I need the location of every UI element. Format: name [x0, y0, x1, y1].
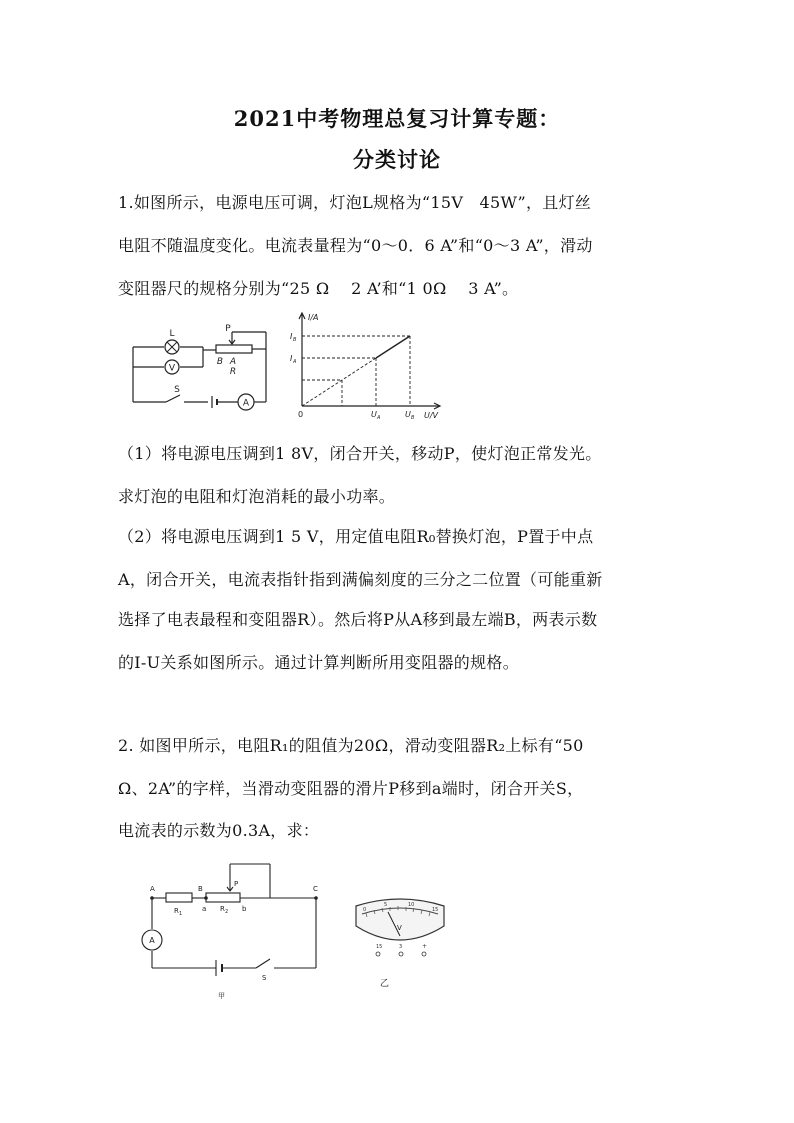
figure-caption-jia: 甲: [218, 992, 225, 1000]
r2-end-a-label: a: [202, 905, 207, 913]
node-a-label: A: [150, 885, 155, 893]
q2-text-line: 2. 如图甲所示，电阻R₁的阻值为20Ω，滑动变阻器R₂上标有“50: [118, 736, 584, 755]
graph-y-axis-label: I/A: [308, 313, 319, 322]
graph-ua-label: U: [371, 410, 377, 419]
graph-ia-subscript: A: [293, 359, 297, 365]
q1-part2-line: 选择了电表最程和变阻器R）。然后将P从A移到最左端B，两表示数: [118, 610, 598, 629]
terminal-plus-label: +: [422, 943, 428, 950]
terminal-15-icon: [376, 952, 380, 956]
q1-part2-line: 的I-U关系如图所示。通过计算判断所用变阻器的规格。: [118, 653, 520, 672]
page-subtitle: 分类讨论: [353, 147, 441, 172]
ammeter-icon: [238, 394, 254, 410]
graph-x-axis-label: U/V: [424, 411, 439, 420]
figure-caption-yi: 乙: [380, 979, 390, 989]
graph-ib-label: I: [290, 332, 293, 341]
node-c-label: C: [313, 885, 318, 893]
q1-part1-line: 求灯泡的电阻和灯泡消耗的最小功率。: [118, 487, 396, 506]
lamp-label: L: [169, 329, 175, 339]
graph-ib-subscript: B: [293, 337, 297, 343]
graph-origin-label: 0: [298, 410, 304, 419]
ammeter-icon: [142, 930, 162, 950]
q1-part2-line: A，闭合开关，电流表指针指到满偏刻度的三分之二位置（可能重新: [118, 570, 603, 589]
dial-scale-10: 10: [408, 902, 415, 908]
dial-unit-symbol: V: [397, 924, 402, 932]
lamp-icon: [165, 340, 179, 354]
q2-circuit-diagram: [138, 856, 328, 1004]
q1-text-line: 变阻器尺的规格分别为“25 Ω 2 A’和“1 0Ω 3 A”。: [118, 279, 519, 298]
graph-ua-subscript: A: [377, 415, 381, 421]
q1-part2-line: （2）将电源电压调到1 5 V，用定值电阻R₀替换灯泡，P置于中点: [118, 527, 594, 546]
switch-label: S: [262, 974, 267, 982]
r2-label: R: [220, 905, 225, 913]
q1-text-line: 电阻不随温度变化。电流表量程为“0～0．6 A”和“0～3 A”，滑动: [118, 236, 593, 255]
voltmeter-icon: [165, 360, 179, 374]
terminal-3-label: 3: [399, 944, 403, 950]
r2-end-b-label: b: [242, 905, 247, 913]
terminal-3-icon: [399, 952, 403, 956]
slider-label: P: [234, 880, 239, 888]
ammeter-label: A: [149, 936, 155, 945]
terminal-15-label: 15: [376, 944, 383, 950]
slider-label: P: [225, 324, 231, 334]
graph-ub-subscript: B: [411, 415, 415, 421]
r1-label: R: [174, 907, 179, 915]
r2-subscript: 2: [225, 909, 229, 915]
q2-voltmeter-dial: [352, 896, 448, 992]
q1-iu-graph: [290, 308, 450, 423]
page-title: 2021中考物理总复习计算专题：: [233, 106, 561, 131]
rheostat-mid-a-label: A: [229, 357, 237, 367]
dial-scale-0: 0: [363, 907, 367, 913]
q2-text-line: 电流表的示数为0.3A，求：: [118, 821, 320, 840]
rheostat-label: R: [229, 367, 237, 377]
graph-ub-label: U: [405, 410, 411, 419]
q2-text-line: Ω、2A”的字样，当滑动变阻器的滑片P移到a端时，闭合开关S，: [118, 779, 584, 798]
q1-text-line: 1.如图所示，电源电压可调，灯泡L规格为“15V 45W”，且灯丝: [118, 193, 592, 212]
ammeter-label: A: [242, 398, 250, 409]
graph-ia-label: I: [290, 354, 293, 363]
rheostat-end-b-label: B: [216, 357, 224, 367]
q1-part1-line: （1）将电源电压调到1 8V，闭合开关，移动P，使灯泡正常发光。: [118, 444, 602, 463]
node-b-label: B: [198, 885, 203, 893]
terminal-plus-icon: [422, 952, 426, 956]
switch-label: S: [174, 385, 180, 395]
r1-subscript: 1: [179, 911, 183, 917]
voltmeter-label: V: [168, 363, 176, 374]
dial-scale-5: 5: [384, 902, 388, 908]
q1-circuit-diagram: [128, 320, 278, 415]
dial-scale-15: 15: [432, 907, 439, 913]
